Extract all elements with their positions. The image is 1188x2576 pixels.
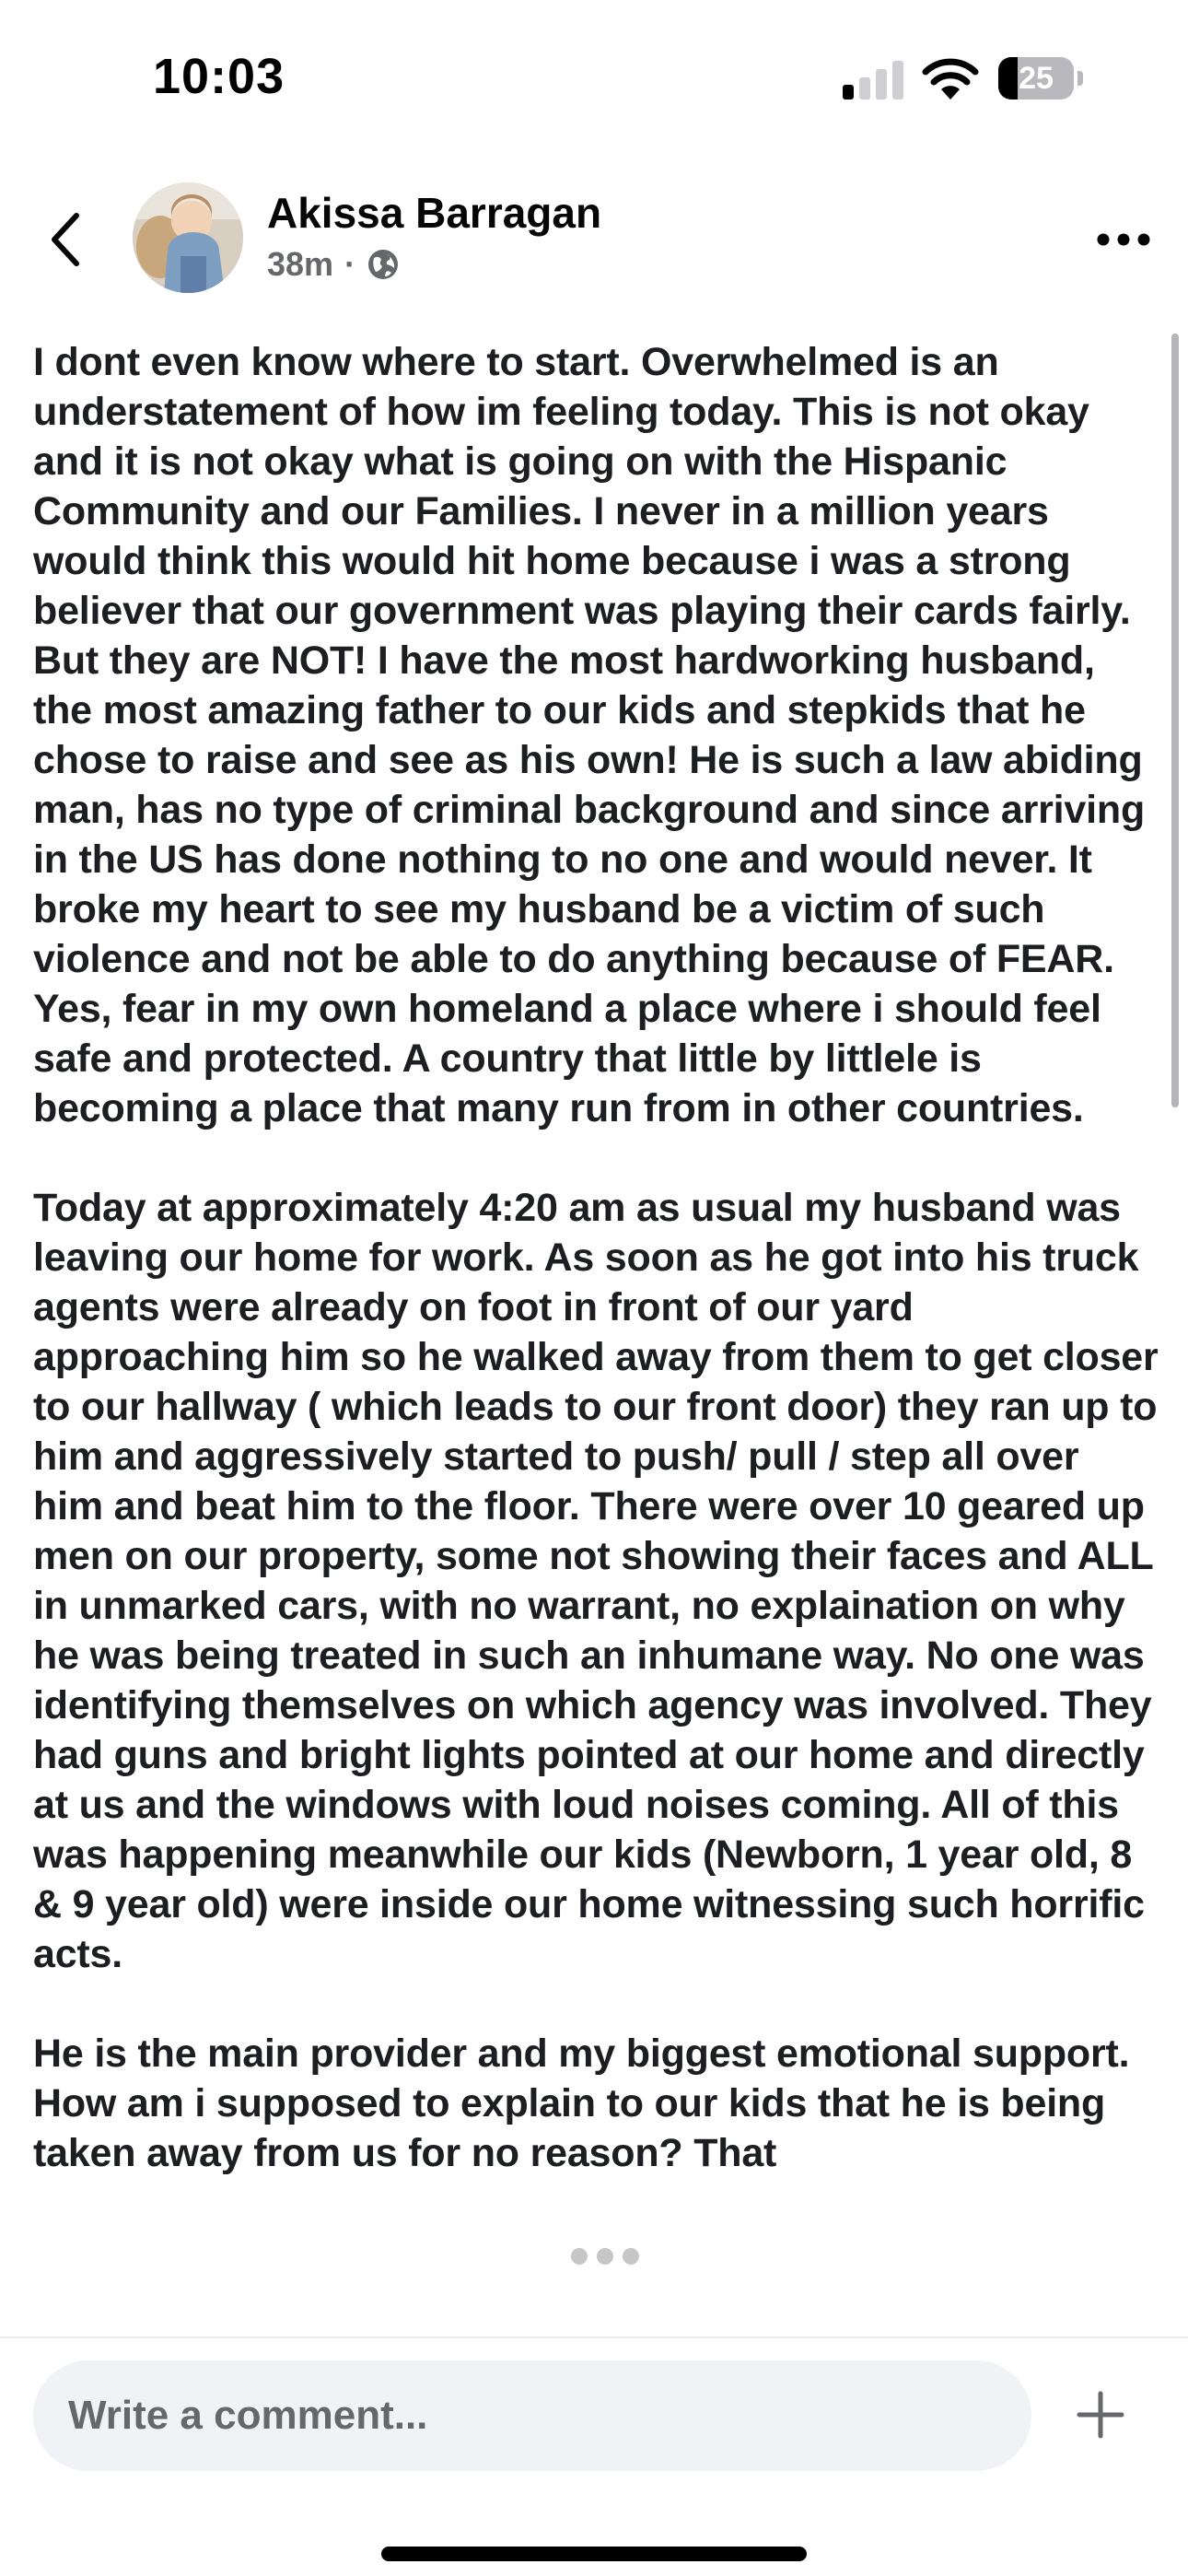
post-timestamp[interactable]: 38m <box>267 245 334 283</box>
scrollbar[interactable] <box>1171 334 1179 1107</box>
meta-separator: · <box>344 245 356 283</box>
back-button[interactable] <box>33 203 98 276</box>
battery-icon <box>998 57 1081 100</box>
post-paragraph-3: He is the main provider and my biggest emotional support. How am i supposed to explain to our kids that he is being taken away from us for no reason? That <box>33 2032 1130 2175</box>
more-horizontal-icon <box>1096 232 1151 247</box>
status-bar <box>0 0 1188 157</box>
battery-level: 25 <box>1019 61 1054 96</box>
wifi-icon <box>921 55 980 101</box>
add-attachment-button[interactable] <box>1068 2383 1133 2447</box>
more-options-button[interactable] <box>1087 212 1160 267</box>
post-meta <box>267 245 400 284</box>
home-indicator[interactable] <box>381 2547 807 2561</box>
post-paragraph-2: Today at approximately 4:20 am as usual my husband was leaving our home for work. As soon as he got into his truck agents were already on foot in front of our yard approaching him so he walked away from them to get closer to our hallway ( which leads to our front door) they ran up to him and aggressively started to push/ pull / step all over him and beat him to the floor. There were over 10 geared up men on our property, some not showing their faces and ALL in unmarked cars, with no warrant, no explaination on why he was being treated in such an inhumane way. No one was identifying themselves on which agency was involved. They had guns and bright lights pointed at our home and directly at us and the windows with loud noises coming. All of this was happening meanwhile our kids (Newborn, 1 year old, 8 & 9 year old) were inside our home witnessing such horrific acts. <box>33 1186 1159 1976</box>
typing-indicator <box>543 2230 667 2283</box>
post-body <box>33 337 1159 2336</box>
post-header <box>0 175 1188 304</box>
chevron-left-icon <box>47 210 84 269</box>
author-name[interactable]: Akissa Barragan <box>267 189 602 237</box>
plus-icon <box>1076 2390 1125 2440</box>
cellular-signal-icon <box>843 59 907 100</box>
globe-icon <box>367 248 400 281</box>
avatar[interactable] <box>133 182 243 293</box>
status-time: 10:03 <box>153 49 285 104</box>
comment-bar <box>0 2336 1188 2576</box>
post-paragraph-1: I dont even know where to start. Overwhelmed is an understatement of how im feeling today. This is not okay and it is not okay what is going on with the Hispanic Community and our Families. I never in a million years would think this would hit home because i was a strong believer that our government was playing their cards fairly. But they are NOT! I have the most hardworking husband, the most amazing father to our kids and stepkids that he chose to raise and see as his own! He is such a law abiding man, has no type of criminal background and since arriving in the US has done nothing to no one and would never. It broke my heart to see my husband be a victim of such violence and not be able to do anything because of FEAR. Yes, fear in my own homeland a place where i should feel safe and protected. A country that little by littlele is becoming a place that many run from in other countries. <box>33 340 1146 1130</box>
comment-input[interactable] <box>33 2360 1031 2471</box>
